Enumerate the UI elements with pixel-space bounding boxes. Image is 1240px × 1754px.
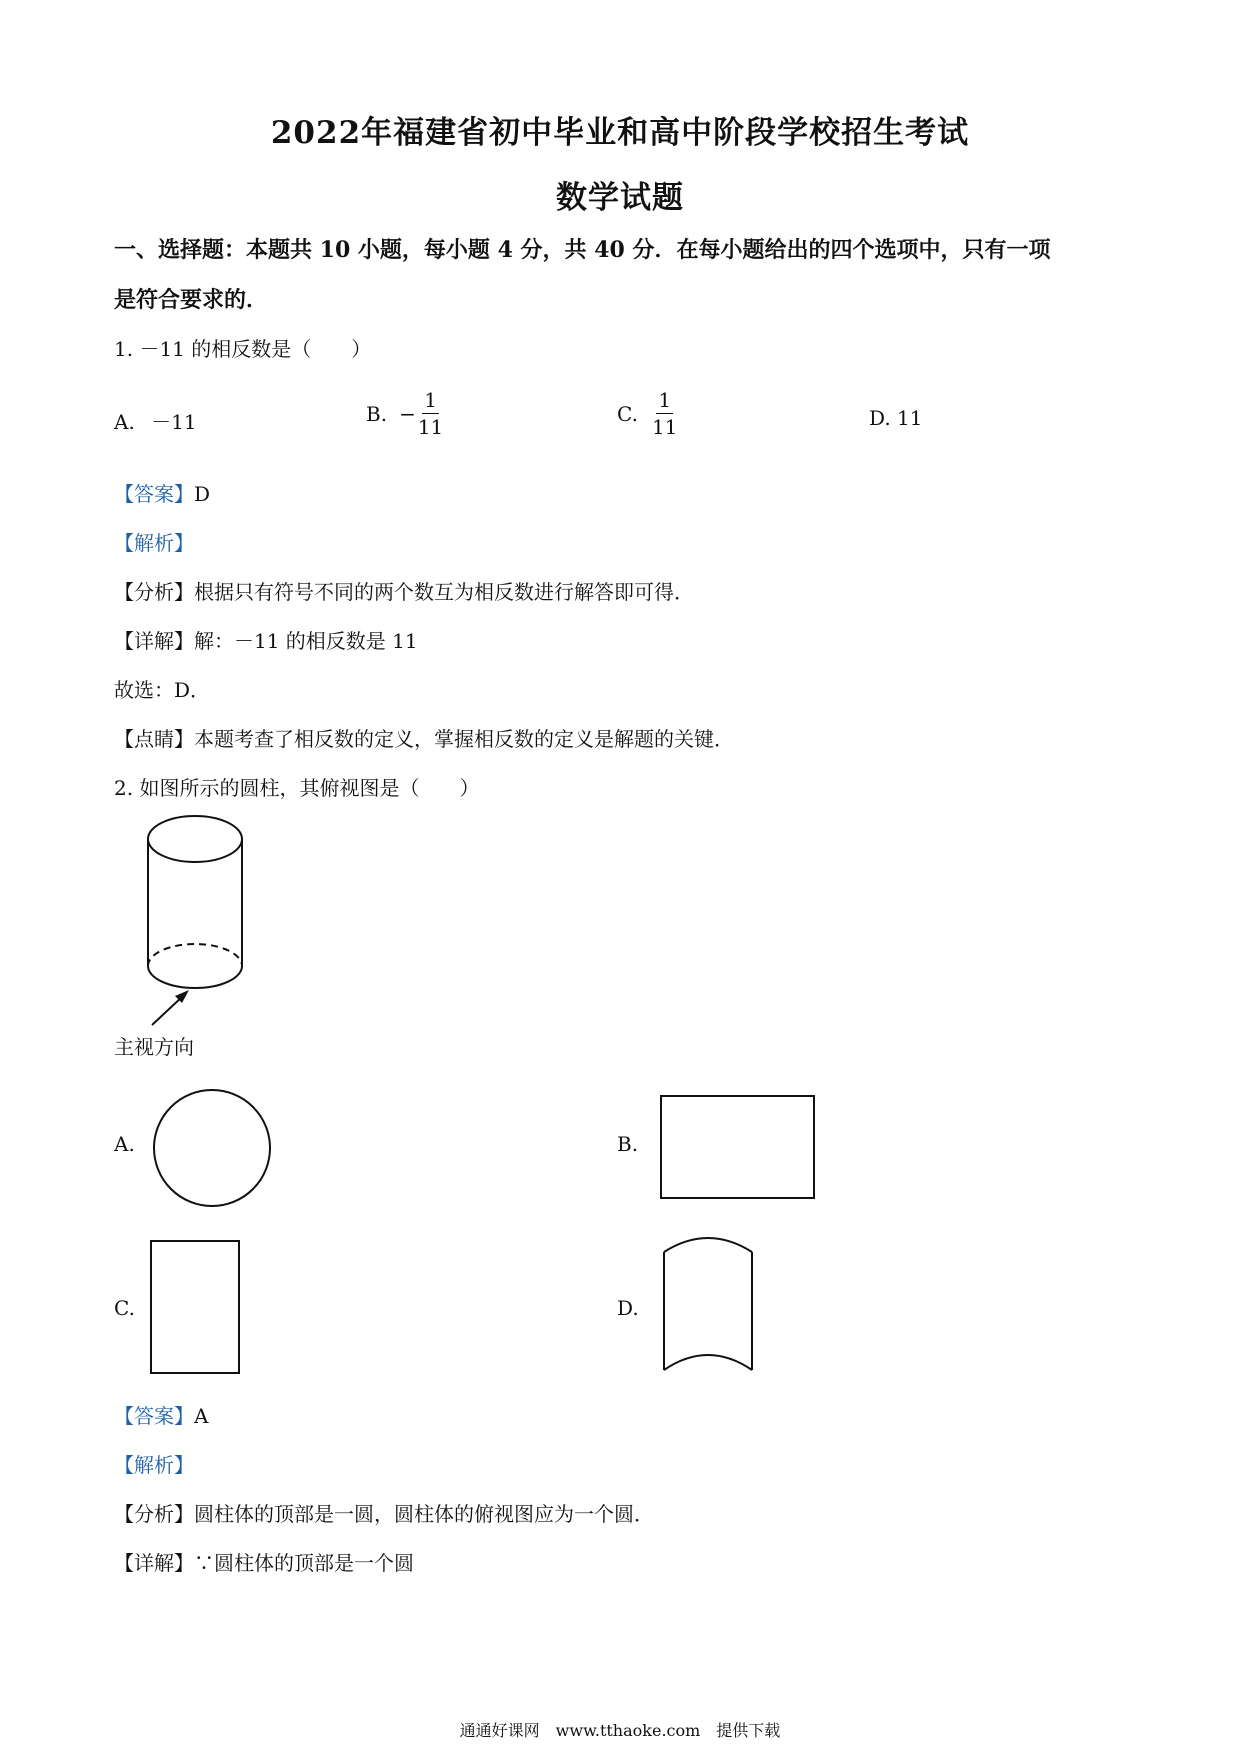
q2-answer	[114, 1400, 208, 1429]
view-direction-arrow-shaft	[152, 996, 183, 1025]
exam-title: 2022年福建省初中毕业和高中阶段学校招生考试	[270, 115, 970, 151]
q1-option-b-label: B.	[366, 401, 388, 426]
q1-option-c-fraction	[652, 389, 677, 438]
q1-analysis: 【分析】根据只有符号不同的两个数互为相反数进行解答即可得．	[114, 580, 694, 604]
q1-option-b-fraction	[418, 389, 443, 438]
curved-top-edge	[664, 1238, 752, 1252]
q1-choice: 故选：D．	[114, 678, 211, 702]
q1-detail: 【详解】解：－11 的相反数是 11	[114, 629, 418, 653]
figure-caption: 主视方向	[114, 1035, 194, 1059]
q1-option-b-sign: −	[399, 401, 416, 426]
q1-answer	[114, 478, 210, 507]
q1-option-a-label: A.	[114, 410, 135, 434]
q1-option-c-numerator: 1	[658, 388, 672, 412]
tall-rectangle-shape	[151, 1241, 239, 1373]
q2-analysis-tag: 【解析】	[114, 1453, 194, 1477]
q2-analysis: 【分析】圆柱体的顶部是一圆，圆柱体的俯视图应为一个圆．	[114, 1502, 654, 1526]
curved-bottom-edge	[664, 1355, 752, 1370]
q2-option-a-figure	[152, 1088, 282, 1218]
q1-option-b	[366, 389, 443, 438]
q2-option-d-label: D.	[617, 1296, 639, 1320]
cylinder-figure	[140, 810, 380, 1050]
question-2-stem: 2. 如图所示的圆柱，其俯视图是（ ）	[114, 776, 480, 800]
q2-option-a-label: A.	[114, 1132, 135, 1156]
q2-option-c-label: C.	[114, 1296, 135, 1320]
q1-option-b-numerator: 1	[424, 388, 437, 412]
q2-option-c-figure	[150, 1240, 250, 1380]
q1-option-b-denominator: 11	[417, 415, 444, 439]
exam-subtitle: 数学试题	[556, 180, 684, 216]
q1-option-d: D. 11	[869, 406, 923, 430]
q1-option-a	[114, 406, 197, 435]
q2-detail: 【详解】∵圆柱体的顶部是一个圆	[114, 1551, 414, 1575]
q1-option-c-denominator: 11	[651, 415, 678, 439]
page-footer: 通通好课网 www.tthaoke.com 提供下载	[459, 1721, 781, 1740]
q1-option-a-value: －11	[151, 410, 197, 434]
q1-comment: 【点睛】本题考查了相反数的定义，掌握相反数的定义是解题的关键．	[114, 727, 734, 751]
wide-rectangle-shape	[661, 1096, 814, 1198]
q2-option-b-figure	[660, 1095, 820, 1205]
q1-option-c	[617, 389, 677, 438]
cylinder-bottom-back-dashed	[148, 944, 242, 966]
cylinder-bottom-front	[148, 966, 242, 988]
section-heading-line1: 一、选择题：本题共 10 小题，每小题 4 分，共 40 分．在每小题给出的四个选项中，只有一项	[114, 237, 1051, 263]
circle-shape	[154, 1090, 270, 1206]
q1-answer-tag: 【答案】	[114, 482, 194, 506]
q2-option-d-figure	[660, 1232, 770, 1382]
question-1-stem: 1. －11 的相反数是（ ）	[114, 337, 372, 361]
q2-option-b-label: B.	[617, 1132, 639, 1156]
cylinder-top-ellipse	[148, 816, 242, 862]
section-heading-line2: 是符合要求的．	[114, 287, 269, 313]
q1-option-c-label: C.	[617, 401, 638, 426]
q2-answer-value: A	[194, 1404, 209, 1428]
q2-answer-tag: 【答案】	[114, 1404, 194, 1428]
q1-analysis-tag: 【解析】	[114, 531, 194, 555]
q1-answer-value: D	[194, 482, 211, 506]
